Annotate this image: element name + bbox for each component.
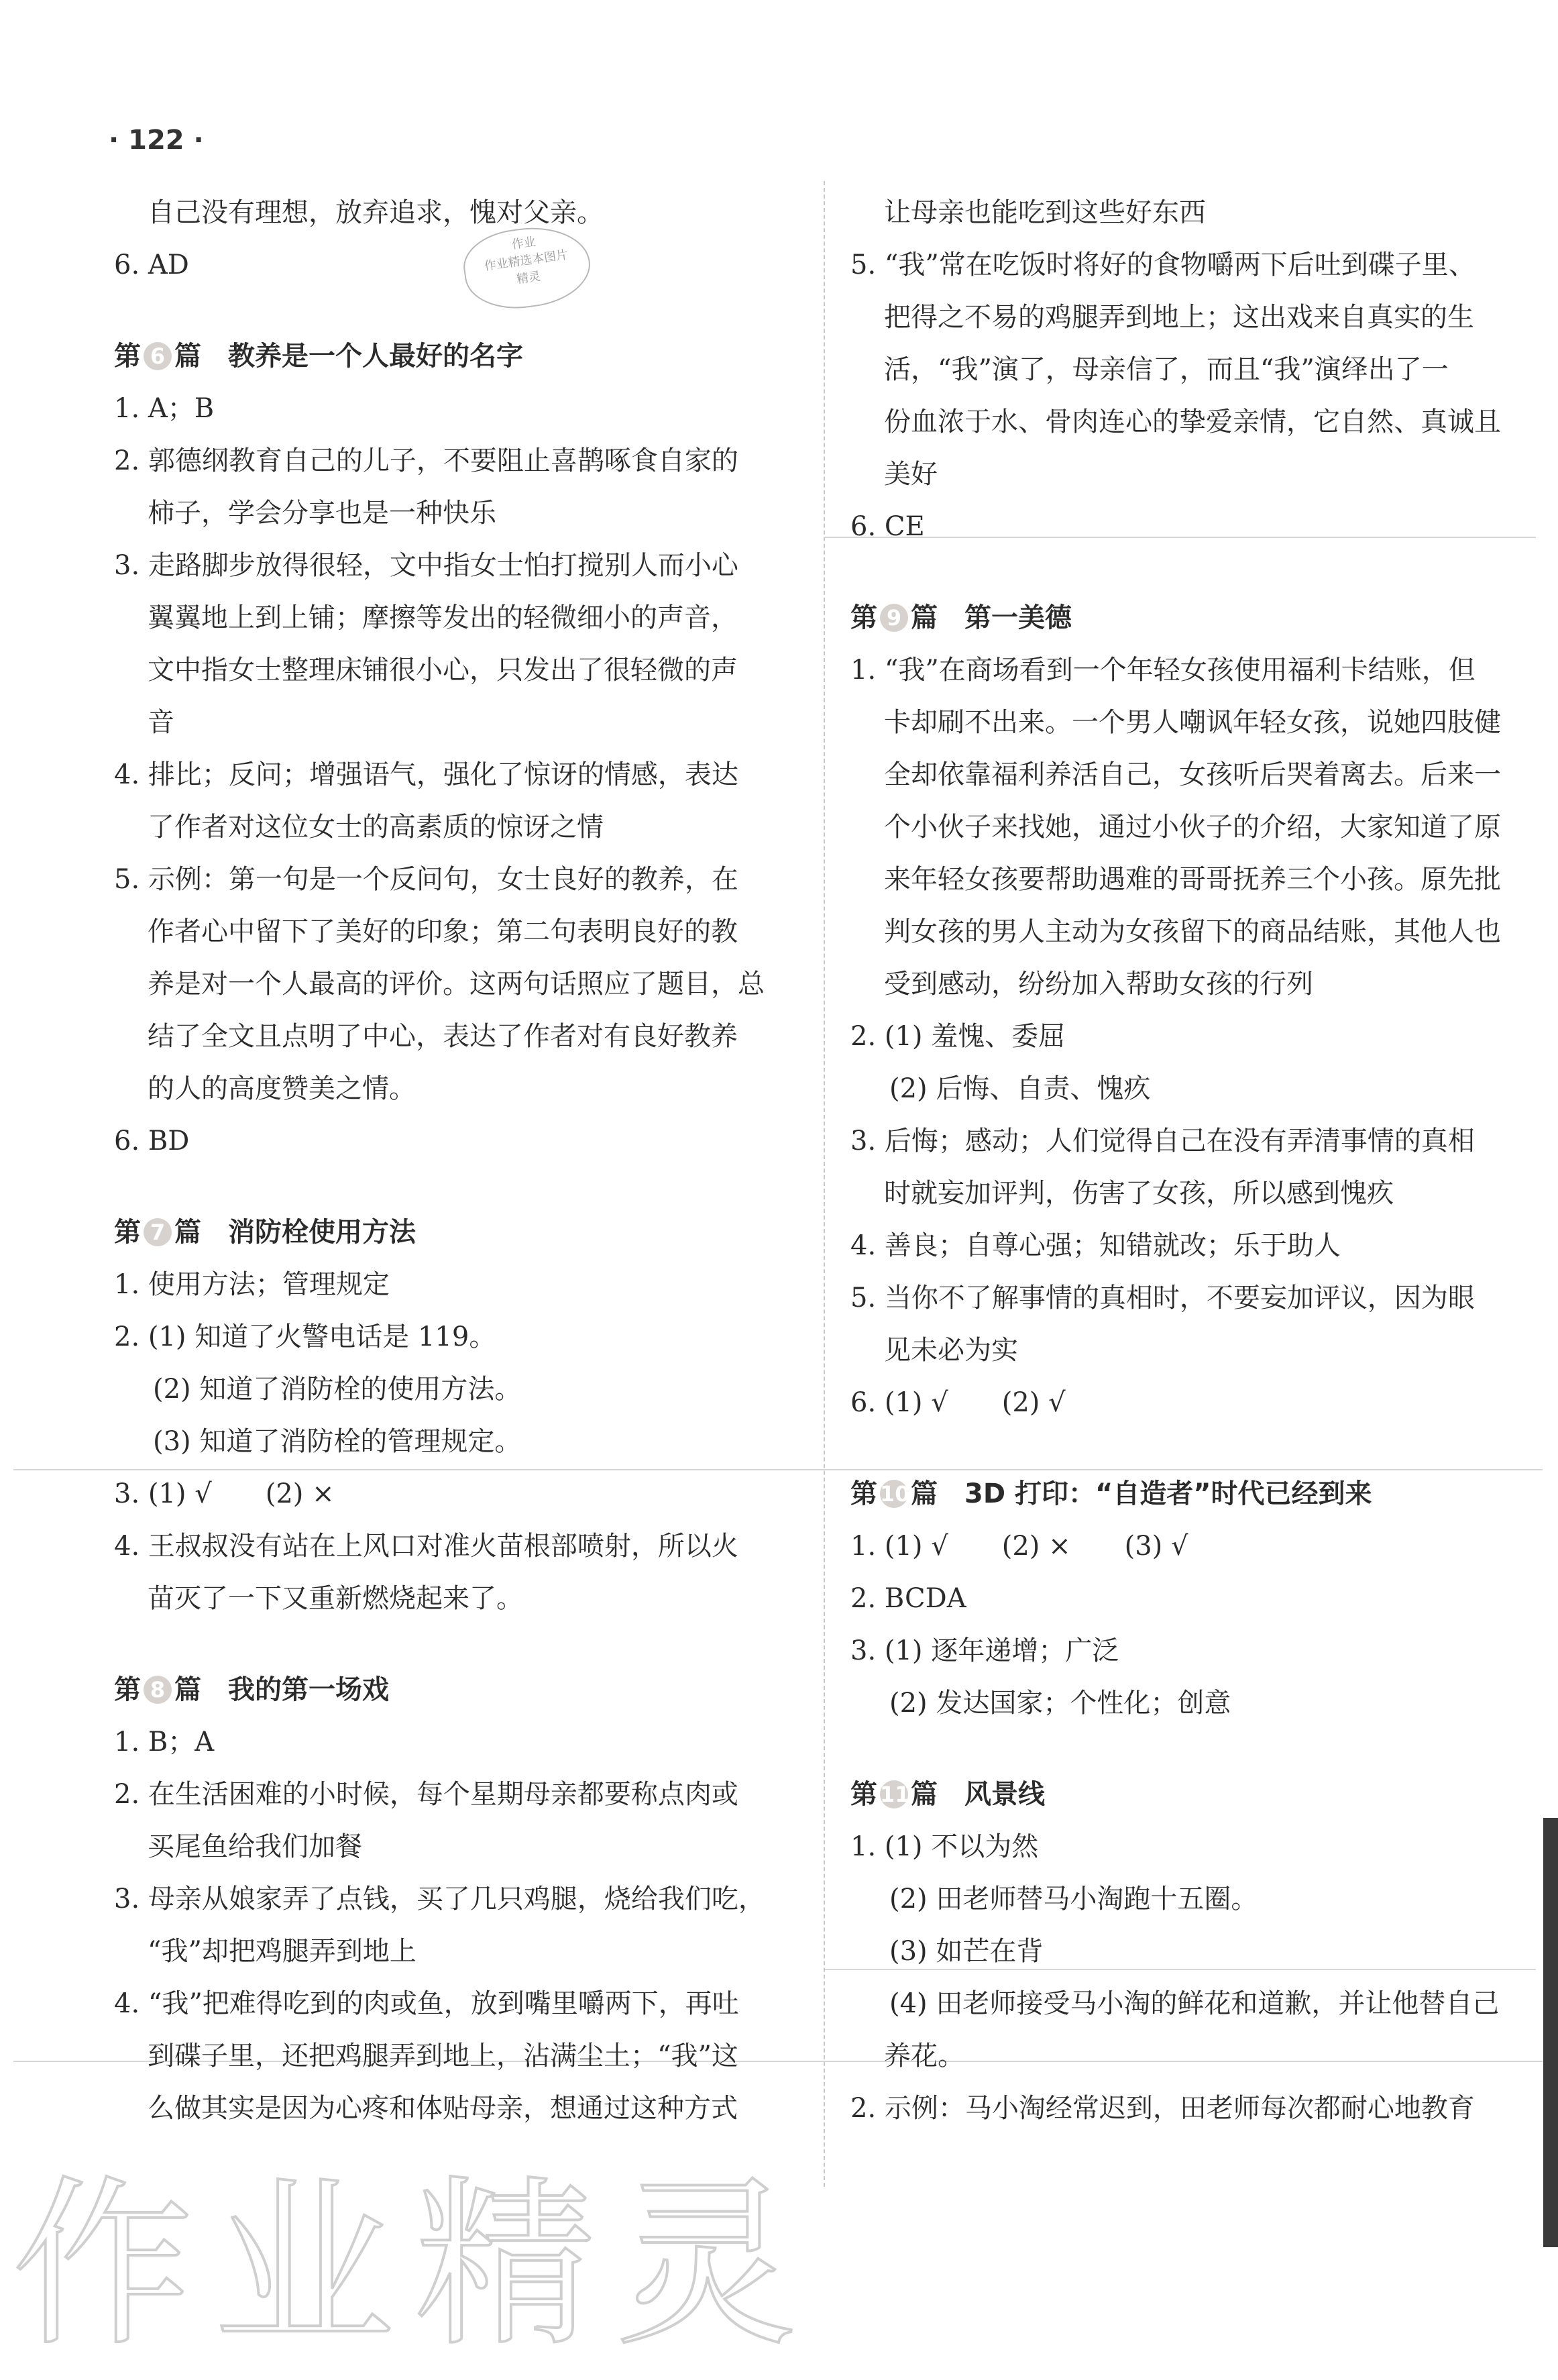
answer-line: 养是对一个人最高的评价。这两句话照应了题目，总 [148,969,765,999]
answer-line: 来年轻女孩要帮助遇难的哥哥抚养三个小孩。原先批 [884,864,1501,895]
section-number-badge: 10 [880,1481,910,1507]
page-edge-strip [1543,1818,1558,2247]
section-number-badge: 6 [144,342,172,370]
answer-line: 4. 排比；反问；增强语气，强化了惊讶的情感，表达 [114,759,738,790]
answer-line: 2. 示例：马小淘经常迟到，田老师每次都耐心地教育 [850,2093,1475,2124]
answer-line: (2) 后悔、自责、愧疚 [889,1073,1151,1104]
answer-line: 4. “我”把难得吃到的肉或鱼，放到嘴里嚼两下，再吐 [114,1988,739,2019]
answer-line: 3. 母亲从娘家弄了点钱，买了几只鸡腿，烧给我们吃， [114,1884,765,1914]
answer-line: 到碟子里，还把鸡腿弄到地上，沾满尘土；“我”这 [148,2041,738,2071]
answer-line: 自己没有理想，放弃追求，愧对父亲。 [148,197,604,228]
watermark: 作业精灵 [12,2159,817,2371]
answer-line: 翼翼地上到上铺；摩擦等发出的轻微细小的声音， [148,602,738,633]
answer-line: 6. CE [850,511,925,542]
answer-line: (2) 知道了消防栓的使用方法。 [153,1374,522,1405]
answer-line: 么做其实是因为心疼和体贴母亲，想通过这种方式 [148,2093,738,2124]
answer-line: 5. 当你不了解事情的真相时，不要妄加评议，因为眼 [850,1283,1475,1313]
answer-line: 苗灭了一下又重新燃烧起来了。 [148,1583,523,1614]
section-heading: 第 7 篇 消防栓使用方法 [114,1217,416,1248]
answer-line: 4. 善良；自尊心强；知错就改；乐于助人 [850,1230,1341,1261]
answer-line: 的人的高度赞美之情。 [148,1073,416,1104]
page-number: · 122 · [109,125,204,156]
section-number-badge: 7 [144,1218,172,1246]
answer-line: (3) 如芒在背 [889,1936,1044,1967]
answer-line: 2. BCDA [850,1583,966,1614]
answer-line: 3. (1) 逐年递增；广泛 [850,1635,1119,1666]
answer-line: 结了全文且点明了中心，表达了作者对有良好教养 [148,1021,738,1052]
answer-line: 4. 王叔叔没有站在上风口对准火苗根部喷射，所以火 [114,1531,738,1562]
answer-line: 时就妄加评判，伤害了女孩，所以感到愧疚 [884,1178,1394,1209]
section-number-badge: 11 [880,1782,910,1807]
answer-line: 柿子，学会分享也是一种快乐 [148,498,496,529]
answer-line: 作者心中留下了美好的印象；第二句表明良好的教 [148,916,738,947]
answer-column-left [114,186,791,2134]
section-number-badge: 8 [144,1676,172,1704]
answer-column-right [850,186,1521,2134]
answer-line: 文中指女士整理床铺很小心，只发出了很轻微的声 [148,655,738,686]
section-heading: 第 6 篇 教养是一个人最好的名字 [114,341,523,372]
answer-line: 卡却刷不出来。一个男人嘲讽年轻女孩，说她四肢健 [884,707,1501,738]
answer-line: (4) 田老师接受马小淘的鲜花和道歉，并让他替自己 [889,1988,1500,2019]
section-heading: 第 9 篇 第一美德 [850,602,1072,633]
answer-line: 养花。 [884,2041,964,2071]
section-heading: 第 8 篇 我的第一场戏 [114,1674,389,1705]
answer-line: 1. “我”在商场看到一个年轻女孩使用福利卡结账，但 [850,655,1476,686]
answer-line: 2. 郭德纲教育自己的儿子，不要阻止喜鹊啄食自家的 [114,445,738,476]
answer-line: 6. BD [114,1126,190,1156]
answer-line: (2) 发达国家；个性化；创意 [889,1688,1231,1719]
answer-line: 2. (1) 知道了火警电话是 119。 [114,1321,496,1352]
answer-line: 3. 走路脚步放得很轻，文中指女士怕打搅别人而小心 [114,550,738,581]
answer-line: 个小伙子来找她，通过小伙子的介绍，大家知道了原 [884,812,1501,843]
answer-line: 3. 后悔；感动；人们觉得自己在没有弄清事情的真相 [850,1126,1475,1156]
answer-line: 让母亲也能吃到这些好东西 [884,197,1206,228]
column-divider [824,181,825,2187]
answer-line: 1. 使用方法；管理规定 [114,1269,390,1300]
answer-line: (2) 田老师替马小淘跑十五圈。 [889,1884,1258,1914]
stamp-logo: 作业 作业精选本图片 精灵 [459,219,596,315]
answer-line: 活，“我”演了，母亲信了，而且“我”演绎出了一 [884,354,1449,385]
answer-line: 了作者对这位女士的高素质的惊讶之情 [148,812,604,843]
answer-line: 6. (1) √ (2) √ [850,1387,1066,1418]
answer-line: 判女孩的男人主动为女孩留下的商品结账，其他人也 [884,916,1501,947]
answer-line: 1. (1) 不以为然 [850,1831,1039,1862]
answer-line: 份血浓于水、骨肉连心的挚爱亲情，它自然、真诚且 [884,407,1501,437]
answer-line: 受到感动，纷纷加入帮助女孩的行列 [884,969,1313,999]
answer-line: (3) 知道了消防栓的管理规定。 [153,1426,522,1457]
answer-line: 美好 [884,459,938,490]
answer-line: 2. (1) 羞愧、委屈 [850,1021,1066,1052]
answer-line: 见未必为实 [884,1335,1018,1366]
section-number-badge: 9 [880,604,908,632]
answer-line: 3. (1) √ (2) × [114,1478,335,1509]
answer-line: 1. B；A [114,1727,215,1757]
answer-line: 音 [148,707,174,738]
answer-line: 2. 在生活困难的小时候，每个星期母亲都要称点肉或 [114,1779,738,1810]
answer-line: 6. AD [114,250,189,280]
answer-line: 买尾鱼给我们加餐 [148,1831,362,1862]
answer-line: “我”却把鸡腿弄到地上 [148,1936,416,1967]
answer-line: 1. A；B [114,393,215,424]
answer-line: 1. (1) √ (2) × (3) √ [850,1531,1188,1562]
section-heading: 第 11篇 风景线 [850,1779,1045,1810]
section-heading: 第 10篇 3D 打印：“自造者”时代已经到来 [850,1478,1372,1509]
answer-line: 5. 示例：第一句是一个反问句，女士良好的教养，在 [114,864,738,895]
answer-line: 把得之不易的鸡腿弄到地上；这出戏来自真实的生 [884,302,1474,333]
answer-line: 5. “我”常在吃饭时将好的食物嚼两下后吐到碟子里、 [850,250,1476,280]
answer-line: 全却依靠福利养活自己，女孩听后哭着离去。后来一 [884,759,1501,790]
